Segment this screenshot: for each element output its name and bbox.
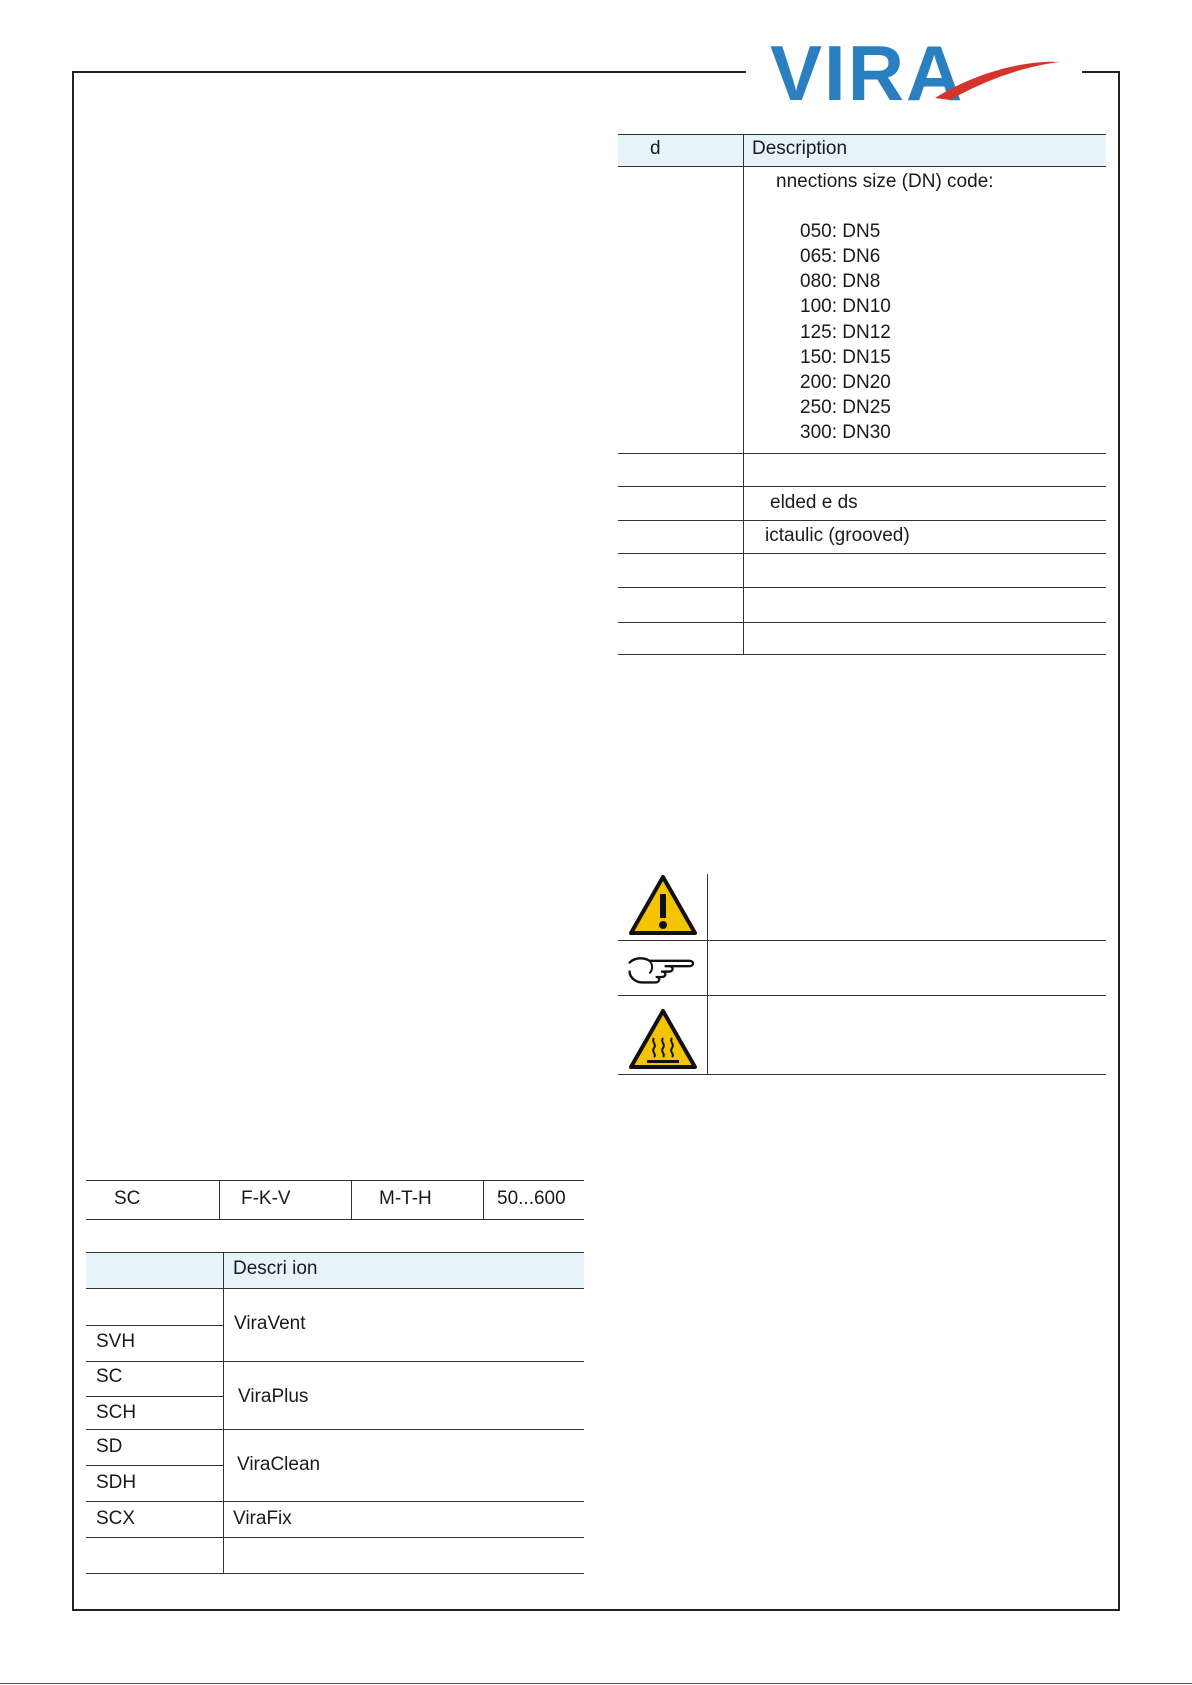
- model-code-part: M-T-H: [379, 1188, 432, 1209]
- connection-size-title: nnections size (DN) code:: [776, 171, 994, 192]
- page-frame: [72, 71, 1120, 1611]
- series-name: ViraPlus: [238, 1386, 309, 1407]
- pointing-hand-icon: [626, 950, 698, 986]
- hot-surface-icon: [628, 1008, 698, 1070]
- size-item: 050: DN5: [800, 221, 881, 242]
- size-item: 200: DN20: [800, 372, 891, 393]
- code-header-label: d: [650, 138, 661, 159]
- series-name: ViraVent: [234, 1313, 306, 1334]
- series-code: SD: [96, 1436, 123, 1457]
- series-code: SVH: [96, 1331, 136, 1352]
- series-code: SDH: [96, 1472, 137, 1493]
- size-item: 065: DN6: [800, 246, 881, 267]
- row-description: ictaulic (grooved): [765, 525, 910, 546]
- series-table-header: [86, 1252, 584, 1288]
- row-description: elded e ds: [770, 492, 858, 513]
- description-header-label: Description: [752, 138, 848, 159]
- warning-triangle-icon: [628, 874, 698, 936]
- model-code-part: 50...600: [497, 1188, 566, 1209]
- series-name: ViraClean: [237, 1454, 321, 1475]
- model-code-part: SC: [114, 1188, 141, 1209]
- size-item: 150: DN15: [800, 347, 891, 368]
- code-table-header: [618, 134, 1106, 166]
- series-code: SC: [96, 1366, 123, 1387]
- size-item: 080: DN8: [800, 271, 881, 292]
- series-code: SCH: [96, 1402, 137, 1423]
- series-header-description: Descri ion: [233, 1258, 318, 1279]
- model-code-part: F-K-V: [241, 1188, 291, 1209]
- page-bottom-rule: [0, 1683, 1192, 1684]
- vira-logo: [760, 30, 1080, 110]
- size-item: 125: DN12: [800, 322, 891, 343]
- size-item: 250: DN25: [800, 397, 891, 418]
- series-code: SCX: [96, 1508, 136, 1529]
- series-name: ViraFix: [233, 1508, 292, 1529]
- size-item: 100: DN10: [800, 296, 891, 317]
- size-item: 300: DN30: [800, 422, 891, 443]
- logo-text: VIRA: [770, 30, 965, 110]
